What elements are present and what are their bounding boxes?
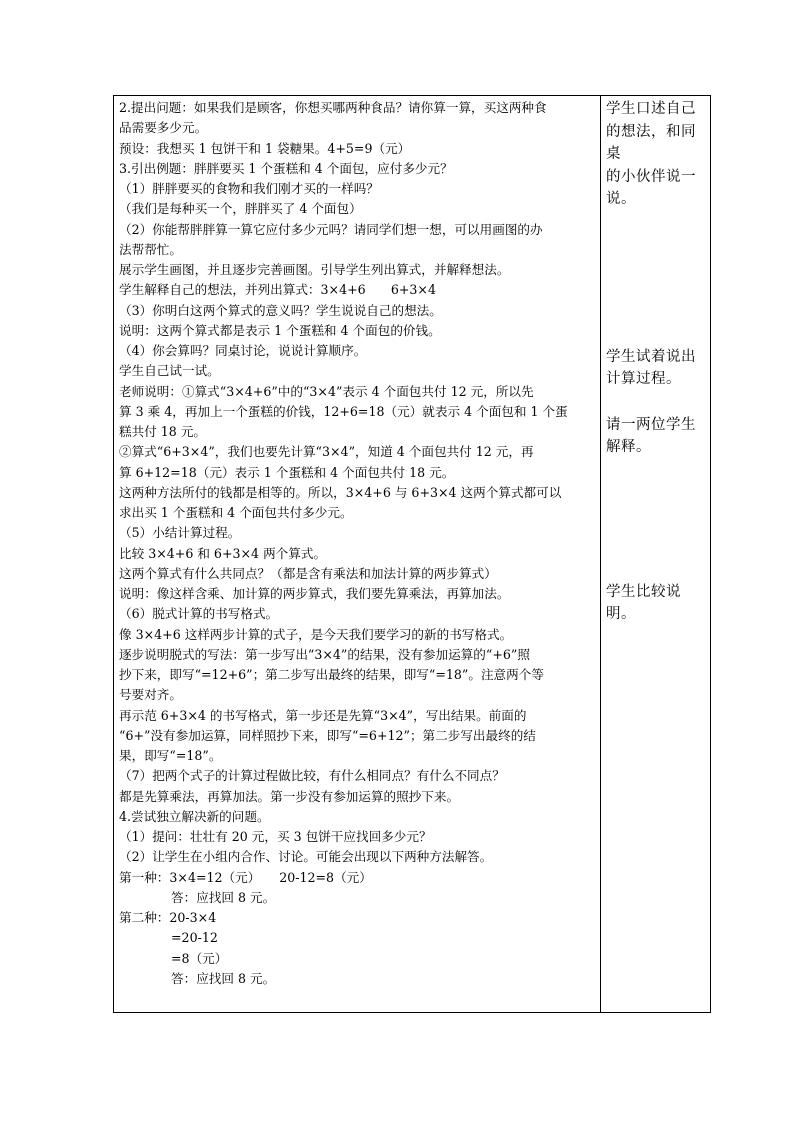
text-line: （4）你会算吗？同桌讨论，说说计算顺序。 (119, 343, 367, 358)
spacer (606, 391, 706, 414)
side-note-line: 说。 (606, 191, 636, 207)
side-note-line: 解释。 (606, 439, 651, 455)
text-line: （1）提问：壮壮有 20 元，买 3 包饼干应找回多少元？ (119, 829, 432, 844)
text-line: 求出买 1 个蛋糕和 4 个面包共付多少元。 (119, 505, 353, 520)
text-line: 品需要多少元。 (119, 120, 208, 136)
table-row (114, 96, 711, 1013)
answer-line: 答：应找回 8 元。 (171, 970, 276, 986)
spacer (606, 459, 706, 581)
method-two-step: =20-12 (171, 930, 218, 946)
text-line: 逐步说明脱式的写法：第一步写出“3×4”的结果，没有参加运算的“+6”照 (119, 646, 530, 662)
text-line: （3）你明白这两个算式的意义吗？学生说说自己的想法。 (119, 302, 442, 318)
text-line: 法帮帮忙。 (119, 241, 182, 257)
side-note-line: 学生试着说出 (606, 348, 696, 365)
side-note-line: 的小伙伴说一 (606, 168, 696, 185)
text-line: 预设：我想买 1 包饼干和 1 袋糖果。4+5=9（元） (119, 140, 411, 156)
lesson-table (113, 95, 711, 1013)
text-line: （6）脱式计算的书写格式。 (119, 606, 279, 622)
text-line: 号要对齐。 (119, 687, 182, 703)
text-line: 2.提出问题：如果我们是顾客，你想买哪两种食品？请你算一算，买这两种食 (119, 100, 547, 115)
method-two-title: 第二种：20-3×4 (119, 910, 217, 925)
text-line: （我们是每种买一个，胖胖买了 4 个面包） (119, 201, 362, 217)
text-line: 抄下来，即写“=12+6”；第二步写出最终的结果，即写“=18”。注意两个等 (119, 667, 544, 682)
text-line: （2）你能帮胖胖算一算它应付多少元吗？请同学们想一想，可以用画图的办 (119, 221, 543, 237)
text-line: 展示学生画图，并且逐步完善画图。引导学生列出算式，并解释想法。 (119, 262, 510, 277)
side-note-line: 请一两位学生 (606, 416, 696, 433)
text-line: （7）把两个式子的计算过程做比较，有什么相同点？有什么不同点？ (119, 768, 505, 784)
text-line: 学生自己试一试。 (119, 363, 220, 379)
text-line: 4.尝试独立解决新的问题。 (119, 808, 270, 824)
answer-line: 答：应找回 8 元。 (171, 889, 276, 905)
text-line: 比较 3×4+6 和 6+3×4 两个算式。 (119, 545, 327, 561)
side-note-line: 的想法，和同桌 (606, 123, 696, 162)
text-line: 这两种方法所付的钱都是相等的。所以，3×4+6 与 6+3×4 这两个算式都可以 (119, 484, 562, 500)
text-line: 糕共付 18 元。 (119, 424, 207, 439)
text-line: 3.引出例题：胖胖要买 1 个蛋糕和 4 个面包，应付多少元？ (119, 160, 453, 176)
text-line: 说明：这两个算式都是表示 1 个蛋糕和 4 个面包的价钱。 (119, 322, 441, 338)
text-line: （5）小结计算过程。 (119, 525, 241, 541)
text-line: 再示范 6+3×4 的书写格式，第一步还是先算“3×4”，写出结果。前面的 (119, 707, 527, 723)
side-note-line: 学生口述自己 (606, 101, 696, 117)
text-line: 这两个算式有什么共同点？（都是含有乘法和加法计算的两步算式） (119, 565, 497, 581)
text-line: 第一种：3×4=12（元） 20-12=8（元） (119, 869, 372, 885)
text-line: 算 6+12=18（元）表示 1 个蛋糕和 4 个面包共付 18 元。 (119, 464, 455, 480)
side-note-line: 学生比较说明。 (606, 583, 681, 622)
teaching-process-cell (114, 96, 601, 1013)
text-line: 像 3×4+6 这样两步计算的式子，是今天我们要学习的新的书写格式。 (119, 626, 513, 642)
text-line: ②算式“6+3×4”，我们也要先计算“3×4”，知道 4 个面包共付 12 元，再 (119, 444, 534, 460)
text-line: 算 3 乘 4，再加上一个蛋糕的价钱，12+6=18（元）就表示 4 个面包和 1 个蛋 (119, 403, 568, 419)
text-line: 都是先算乘法，再算加法。第一步没有参加运算的照抄下来。 (119, 788, 460, 804)
text-line: 果，即写“=18”。 (119, 748, 222, 763)
text-line: 老师说明：①算式“3×4+6”中的“3×4”表示 4 个面包共付 12 元，所以先 (119, 383, 534, 399)
side-note-line: 计算过程。 (606, 371, 681, 387)
student-activity-cell (601, 96, 711, 1013)
method-two-step: =8（元） (171, 950, 228, 966)
text-line: 学生解释自己的想法，并列出算式：3×4+6 6+3×4 (119, 282, 436, 298)
text-line: 说明：像这样含乘、加计算的两步算式，我们要先算乘法，再算加法。 (119, 586, 510, 601)
text-line: （2）让学生在小组内合作、讨论。可能会出现以下两种方法解答。 (119, 849, 493, 865)
text-line: （1）胖胖要买的食物和我们刚才买的一样吗？ (119, 181, 379, 196)
text-line: “6+”没有参加运算，同样照抄下来，即写“=6+12”；第二步写出最终的结 (119, 727, 536, 743)
spacer (606, 211, 706, 346)
